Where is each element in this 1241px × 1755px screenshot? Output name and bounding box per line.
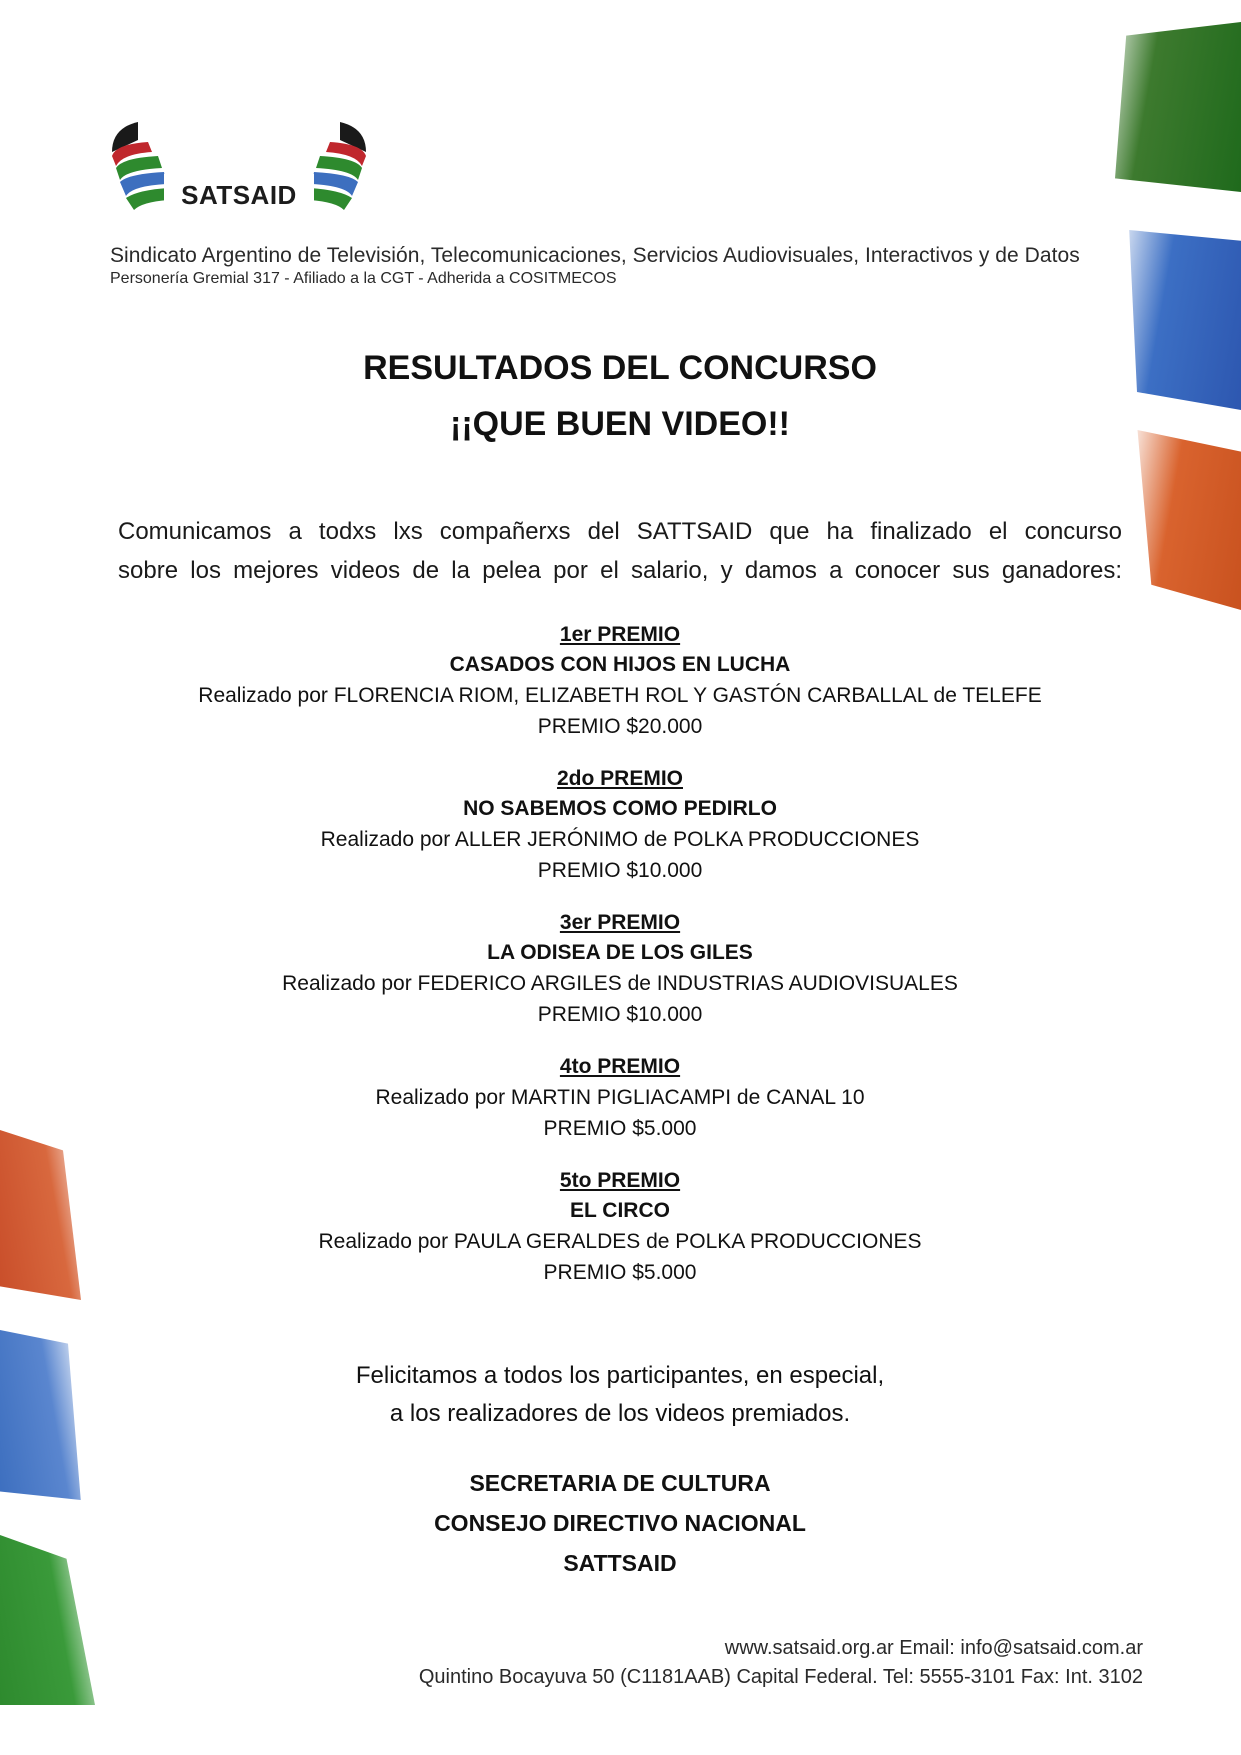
prize-video-title: CASADOS CON HIJOS EN LUCHA	[449, 653, 791, 676]
prize-video-title: EL CIRCO	[570, 1199, 670, 1222]
decorative-stripe-orange-top	[1126, 430, 1241, 610]
prize-author: Realizado por FLORENCIA RIOM, ELIZABETH ROL Y GASTÓN CARBALLAL de TELEFE	[198, 684, 1042, 707]
prize-list	[120, 620, 1120, 1310]
footer-address: Quintino Bocayuva 50 (C1181AAB) Capital Federal. Tel: 5555-3101 Fax: Int. 3102	[418, 1666, 1143, 1688]
prize-rank: 4to PREMIO	[559, 1055, 681, 1078]
prize-rank: 3er PREMIO	[559, 911, 681, 934]
satsaid-logo	[108, 118, 370, 218]
prize-amount: PREMIO $20.000	[537, 715, 703, 738]
prize-item	[120, 1166, 1120, 1288]
prize-rank: 2do PREMIO	[556, 767, 683, 790]
organization-subtitle: Personería Gremial 317 - Afiliado a la CGT - Adherida a COSITMECOS	[110, 270, 617, 287]
prize-author: Realizado por FEDERICO ARGILES de INDUSTRIAS AUDIOVISUALES	[282, 972, 958, 995]
title-line-2: ¡¡QUE BUEN VIDEO!!	[450, 405, 790, 443]
decorative-stripe-orange-bottom	[0, 1130, 90, 1300]
prize-item	[120, 620, 1120, 742]
decorative-stripe-green-bottom	[0, 1535, 95, 1705]
title-line-1: RESULTADOS DEL CONCURSO	[363, 349, 877, 387]
logo-text: SATSAID	[164, 174, 314, 216]
congrats-line-2: a los realizadores de los videos premiados.	[389, 1400, 851, 1427]
signature-line-2: CONSEJO DIRECTIVO NACIONAL	[434, 1510, 806, 1536]
signature-block	[120, 1463, 1120, 1583]
signature-line-1: SECRETARIA DE CULTURA	[469, 1470, 771, 1496]
prize-video-title: LA ODISEA DE LOS GILES	[487, 941, 753, 964]
prize-amount: PREMIO $10.000	[537, 859, 703, 882]
prize-amount: PREMIO $10.000	[537, 1003, 703, 1026]
prize-author: Realizado por PAULA GERALDES de POLKA PRODUCCIONES	[318, 1230, 922, 1253]
footer-contact	[419, 1634, 1143, 1692]
signature-line-3: SATTSAID	[563, 1550, 677, 1576]
organization-name: Sindicato Argentino de Televisión, Telecomunicaciones, Servicios Audiovisuales, Interactivos y de Datos	[110, 244, 1080, 267]
prize-rank: 5to PREMIO	[559, 1169, 681, 1192]
prize-item	[120, 1052, 1120, 1144]
prize-video-title: NO SABEMOS COMO PEDIRLO	[463, 797, 777, 820]
prize-author: Realizado por MARTIN PIGLIACAMPI de CANAL 10	[375, 1086, 865, 1109]
decorative-stripe-green-top	[1101, 22, 1241, 192]
congrats-line-1: Felicitamos a todos los participantes, en especial,	[355, 1362, 885, 1389]
page-title	[120, 340, 1120, 452]
prize-item	[120, 764, 1120, 886]
congratulations-text	[120, 1357, 1120, 1433]
prize-item	[120, 908, 1120, 1030]
prize-amount: PREMIO $5.000	[543, 1117, 697, 1140]
decorative-stripe-blue-bottom	[0, 1330, 85, 1500]
intro-paragraph	[118, 512, 1122, 590]
prize-rank: 1er PREMIO	[559, 623, 681, 646]
decorative-stripe-blue-top	[1111, 230, 1241, 410]
prize-author: Realizado por ALLER JERÓNIMO de POLKA PRODUCCIONES	[320, 828, 920, 851]
intro-line-1: Comunicamos a todxs lxs compañerxs del SATTSAID que ha finalizado el concurso	[118, 518, 1122, 545]
footer-web-email: www.satsaid.org.ar Email: info@satsaid.com.ar	[724, 1637, 1143, 1659]
prize-amount: PREMIO $5.000	[543, 1261, 697, 1284]
intro-line-2: sobre los mejores videos de la pelea por el salario, y damos a conocer sus ganadores:	[118, 557, 1122, 584]
